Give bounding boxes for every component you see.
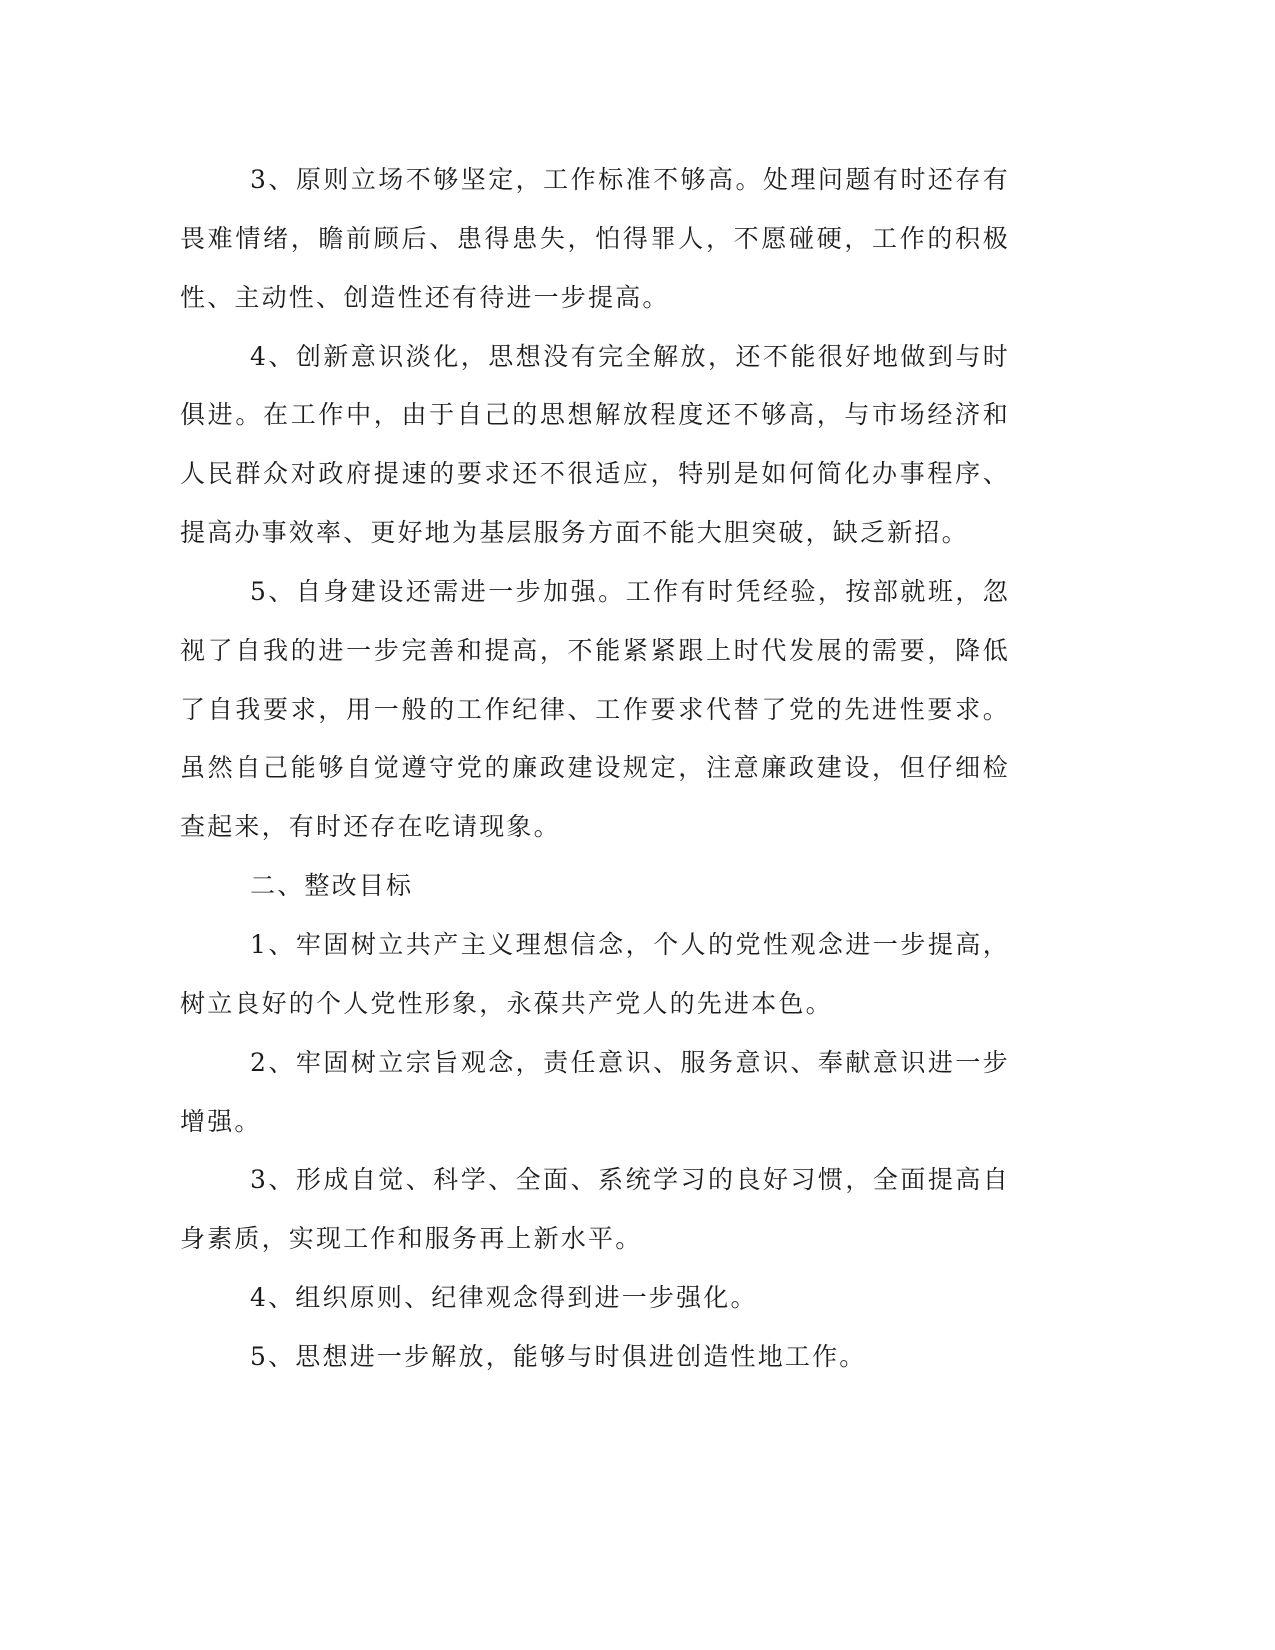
- text-line: 3、形成自觉、科学、全面、系统学习的良好习惯，全面提高自: [250, 1165, 1010, 1195]
- text-line: 性、主动性、创造性还有待进一步提高。: [180, 282, 670, 312]
- paragraph-goal-1: [180, 916, 1010, 1034]
- paragraph-goal-4: [180, 1269, 1010, 1328]
- text-line: 3、原则立场不够坚定，工作标准不够高。处理问题有时还存有: [250, 165, 1010, 194]
- text-line: 5、自身建设还需进一步加强。工作有时凭经验，按部就班，忽: [250, 576, 1010, 606]
- text-line: 了自我要求，用一般的工作纪律、工作要求代替了党的先进性要求。: [180, 694, 1010, 724]
- text-line: 增强。: [180, 1106, 262, 1136]
- paragraph-problem-3: [180, 151, 1010, 328]
- text-line: 畏难情绪，瞻前顾后、患得患失，怕得罪人，不愿碰硬，工作的积极: [180, 223, 1010, 253]
- paragraph-problem-4: [180, 328, 1010, 563]
- text-line: 身素质，实现工作和服务再上新水平。: [180, 1224, 643, 1254]
- text-line: 查起来，有时还存在吃请现象。: [180, 812, 561, 842]
- text-line: 视了自我的进一步完善和提高，不能紧紧跟上时代发展的需要，降低: [180, 635, 1010, 665]
- text-line: 4、创新意识淡化，思想没有完全解放，还不能很好地做到与时: [250, 341, 1010, 371]
- text-line: 俱进。在工作中，由于自己的思想解放程度还不够高，与市场经济和: [180, 400, 1010, 430]
- paragraph-goal-3: [180, 1151, 1010, 1269]
- paragraph-goal-5: [180, 1328, 1010, 1387]
- text-line: 5、思想进一步解放，能够与时俱进创造性地工作。: [250, 1341, 867, 1371]
- text-line: 人民群众对政府提速的要求还不很适应，特别是如何简化办事程序、: [180, 459, 1010, 489]
- text-line: 2、牢固树立宗旨观念，责任意识、服务意识、奉献意识进一步: [250, 1047, 1010, 1077]
- paragraph-problem-5: [180, 563, 1010, 857]
- section-heading-text: 二、整改目标: [250, 871, 414, 901]
- section-heading: [180, 857, 1010, 916]
- text-line: 提高办事效率、更好地为基层服务方面不能大胆突破，缺乏新招。: [180, 518, 969, 548]
- text-line: 1、牢固树立共产主义理想信念，个人的党性观念进一步提高，: [250, 929, 1010, 959]
- text-line: 4、组织原则、纪律观念得到进一步强化。: [250, 1283, 758, 1313]
- text-line: 虽然自己能够自觉遵守党的廉政建设规定，注意廉政建设，但仔细检: [180, 753, 1010, 783]
- document-body: [180, 151, 1010, 1387]
- text-line: 树立良好的个人党性形象，永葆共产党人的先进本色。: [180, 988, 833, 1018]
- paragraph-goal-2: [180, 1034, 1010, 1152]
